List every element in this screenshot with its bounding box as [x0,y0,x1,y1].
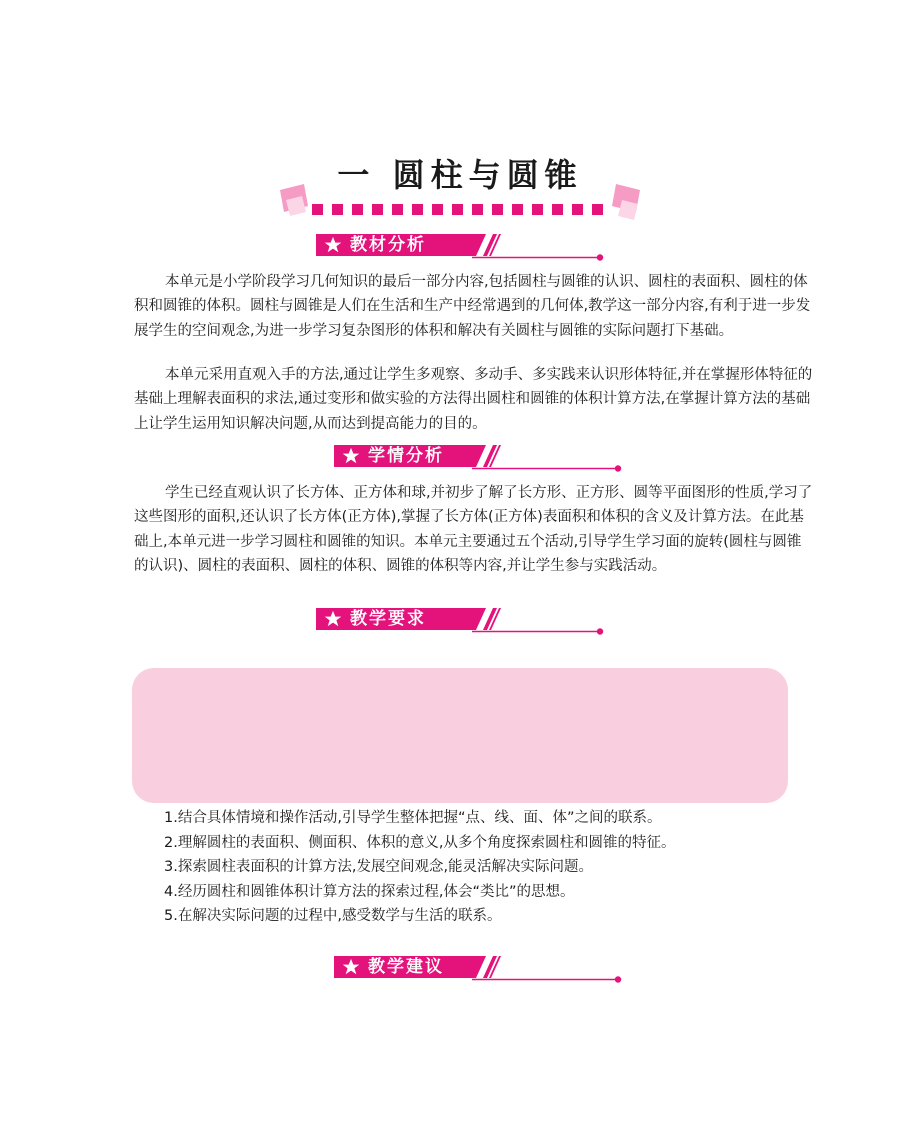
star-icon [342,447,360,465]
title-decoration [278,184,644,224]
paragraph: 学生已经直观认识了长方体、正方体和球,并初步了解了长方形、正方形、圆等平面图形的性质,学习了这些图形的面积,还认识了长方体(正方体),掌握了长方体(正方体)表面积和体积的含义及计算方法。在此基础上,本单元进一步学习圆柱和圆锥的知识。本单元主要通过五个活动,引导学生学习面的旋转(圆柱与圆锥的认识)、圆柱的表面积、圆柱的体积、圆锥的体积等内容,并让学生参与实践活动。 [134,485,813,575]
requirements-list [164,806,675,929]
section-header-students [334,445,624,473]
paragraph: 本单元是小学阶段学习几何知识的最后一部分内容,包括圆柱与圆锥的认识、圆柱的表面积、圆柱的体积和圆锥的体积。圆柱与圆锥是人们在生活和生产中经常遇到的几何体,教学这一部分内容,有利于进一步发展学生的空间观念,为进一步学习复杂图形的体积和解决有关圆柱与圆锥的实际问题打下基础。 [134,274,811,339]
section-title: 学情分析 [368,446,444,466]
star-icon [324,610,342,628]
section-header-requirements [316,608,606,636]
section-title: 教学建议 [368,957,444,977]
section-title: 教材分析 [350,235,426,255]
section-header-textbook [316,234,606,262]
list-item: 5.在解决实际问题的过程中,感受数学与生活的联系。 [164,908,502,925]
list-item: 4.经历圆柱和圆锥体积计算方法的探索过程,体会“类比”的思想。 [164,883,575,900]
section-title: 教学要求 [350,609,426,629]
chapter-title: 一 圆柱与圆锥 [337,156,583,194]
list-item: 1.结合具体情境和操作活动,引导学生整体把握“点、线、面、体”之间的联系。 [164,810,662,826]
star-icon [342,958,360,976]
list-item: 2.理解圆柱的表面积、侧面积、体积的意义,从多个角度探索圆柱和圆锥的特征。 [164,834,676,851]
list-item: 3.探索圆柱表面积的计算方法,发展空间观念,能灵活解决实际问题。 [164,859,594,876]
requirements-box [132,668,788,803]
star-icon [324,236,342,254]
section-header-suggestions [334,956,624,984]
paragraph: 本单元采用直观入手的方法,通过让学生多观察、多动手、多实践来认识形体特征,并在掌握形体特征的基础上理解表面积的求法,通过变形和做实验的方法得出圆柱和圆锥的体积计算方法,在掌握计算方法的基础上让学生运用知识解决问题,从而达到提高能力的目的。 [134,367,813,432]
